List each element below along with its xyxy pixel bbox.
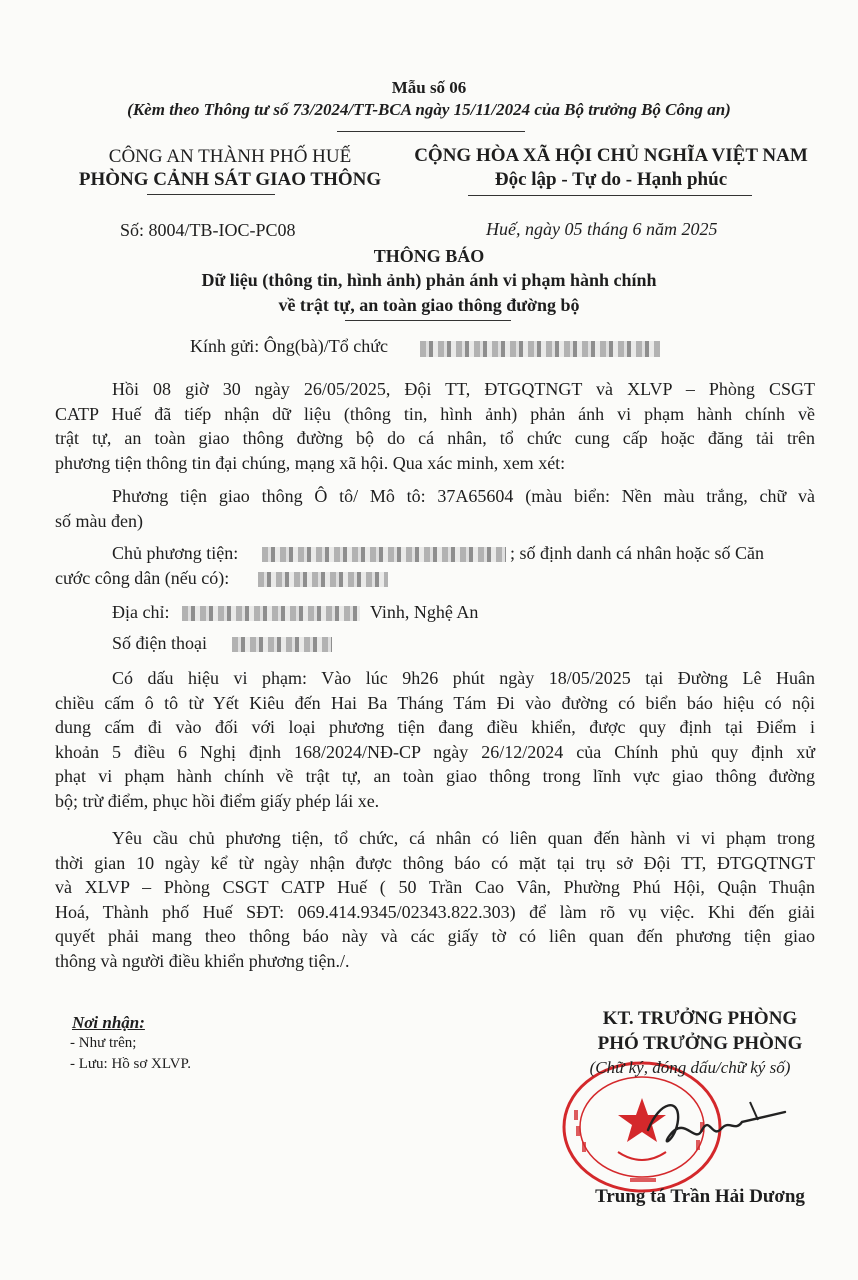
- request-line: và XLVP – Phòng CSGT CATP Huế ( 50 Trần Cao Vân, Phường Phú Hội, Quận Thuận: [55, 877, 815, 897]
- document-subtitle-line1: Dữ liệu (thông tin, hình ảnh) phản ánh vi phạm hành chính: [201, 270, 657, 290]
- agency-name: PHÒNG CẢNH SÁT GIAO THÔNG: [78, 169, 382, 190]
- vehicle-line: số màu đen): [55, 510, 143, 531]
- header-rule: [337, 131, 525, 132]
- recipient-label: Kính gửi: Ông(bà)/Tổ chức: [190, 336, 388, 356]
- intro-paragraph: [55, 377, 815, 475]
- national-motto: Độc lập - Tự do - Hạnh phúc: [494, 169, 728, 190]
- document-subtitle-line2: về trật tự, an toàn giao thông đường bộ: [278, 295, 580, 315]
- request-paragraph: [55, 826, 815, 973]
- owner-id-label: ; số định danh cá nhân hoặc số Căn: [510, 543, 764, 563]
- form-reference: (Kèm theo Thông tư số 73/2024/TT-BCA ngày 15/11/2024 của Bộ trưởng Bộ Công an): [127, 100, 731, 119]
- vehicle-paragraph: [55, 484, 815, 533]
- agency-rule: [147, 194, 275, 195]
- violation-line: phạt vi phạm hành chính về trật tự, an toàn giao thông trong lĩnh vực giao thông đường: [55, 766, 815, 786]
- national-title: CỘNG HÒA XÃ HỘI CHỦ NGHĨA VIỆT NAM: [414, 145, 808, 166]
- intro-line: phương tiện thông tin đại chúng, mạng xã hội. Qua xác minh, xem xét:: [55, 452, 566, 473]
- request-line: thông và người điều khiển phương tiện./.: [55, 950, 350, 971]
- address-visible: Vinh, Nghệ An: [370, 602, 479, 622]
- redacted-owner-id: [258, 572, 388, 587]
- subtitle-rule: [345, 320, 511, 321]
- intro-line: Hồi 08 giờ 30 ngày 26/05/2025, Đội TT, ĐTGQTNGT và XLVP – Phòng CSGT: [112, 379, 815, 399]
- phone-label: Số điện thoại: [112, 633, 207, 653]
- redacted-recipient: [420, 341, 660, 357]
- request-line: Hoá, Thành phố Huế SĐT: 069.414.9345/02343.822.303) để làm rõ vụ việc. Khi đến giải: [55, 901, 815, 922]
- request-line: thời gian 10 ngày kể từ ngày nhận được thông báo có mặt tại trụ sở Đội TT, ĐTGQTNGT: [55, 852, 815, 873]
- recipients-title: Nơi nhận:: [72, 1013, 145, 1032]
- signature-position: PHÓ TRƯỞNG PHÒNG: [597, 1033, 803, 1054]
- redacted-phone: [232, 637, 332, 652]
- request-line: Yêu cầu chủ phương tiện, tổ chức, cá nhân có liên quan đến hành vi vi phạm trong: [112, 828, 815, 848]
- violation-line: Có dấu hiệu vi phạm: Vào lúc 9h26 phút ngày 18/05/2025 tại Đường Lê Huân: [112, 668, 815, 688]
- agency-parent: CÔNG AN THÀNH PHỐ HUẾ: [108, 146, 352, 167]
- document-number: Số: 8004/TB-IOC-PC08: [120, 220, 296, 240]
- violation-line: khoản 5 điều 6 Nghị định 168/2024/NĐ-CP ngày 26/12/2024 của Chính phủ quy định xử: [55, 741, 815, 762]
- address-label: Địa chỉ:: [112, 602, 170, 622]
- recipients-item: - Như trên;: [70, 1035, 137, 1051]
- violation-paragraph: [55, 666, 815, 813]
- violation-line: dung cấm đi vào đối với loại phương tiện đang điều khiển, được quy định tại Điểm i: [55, 717, 815, 737]
- request-line: quyết phải mang theo thông báo này và các giấy tờ có liên quan đến phương tiện giao: [55, 926, 815, 946]
- vehicle-line: Phương tiện giao thông Ô tô/ Mô tô: 37A65604 (màu biển: Nền màu trắng, chữ và: [112, 486, 815, 506]
- signer-name: Trung tá Trần Hải Dương: [595, 1186, 805, 1207]
- violation-line: bộ; trừ điểm, phục hồi điểm giấy phép lái xe.: [55, 790, 380, 811]
- signature-note: (Chữ ký, đóng dấu/chữ ký số): [589, 1058, 791, 1077]
- redacted-address: [182, 606, 360, 621]
- intro-line: trật tự, an toàn giao thông đường bộ do cá nhân, tổ chức cung cấp hoặc đăng tải trên: [55, 428, 815, 448]
- form-number: Mẫu số 06: [391, 78, 467, 97]
- handwritten-signature: [640, 1090, 790, 1160]
- motto-rule: [468, 195, 752, 196]
- recipients-item: - Lưu: Hồ sơ XLVP.: [70, 1056, 191, 1072]
- owner-id-label-cont: cước công dân (nếu có):: [55, 568, 230, 588]
- owner-label: Chủ phương tiện:: [112, 543, 239, 563]
- signature-authority: KT. TRƯỞNG PHÒNG: [602, 1008, 798, 1029]
- redacted-owner-name: [262, 547, 506, 562]
- violation-line: chiều cấm ô tô từ Yết Kiêu đến Hai Ba Tháng Tám Đi vào đường có biển báo hiệu có nội: [55, 692, 815, 713]
- intro-line: CATP Huế đã tiếp nhận dữ liệu (thông tin, hình ảnh) phản ánh vi phạm hành chính về: [55, 403, 815, 424]
- document-title: THÔNG BÁO: [373, 246, 485, 266]
- place-date: Huế, ngày 05 tháng 6 năm 2025: [486, 219, 718, 239]
